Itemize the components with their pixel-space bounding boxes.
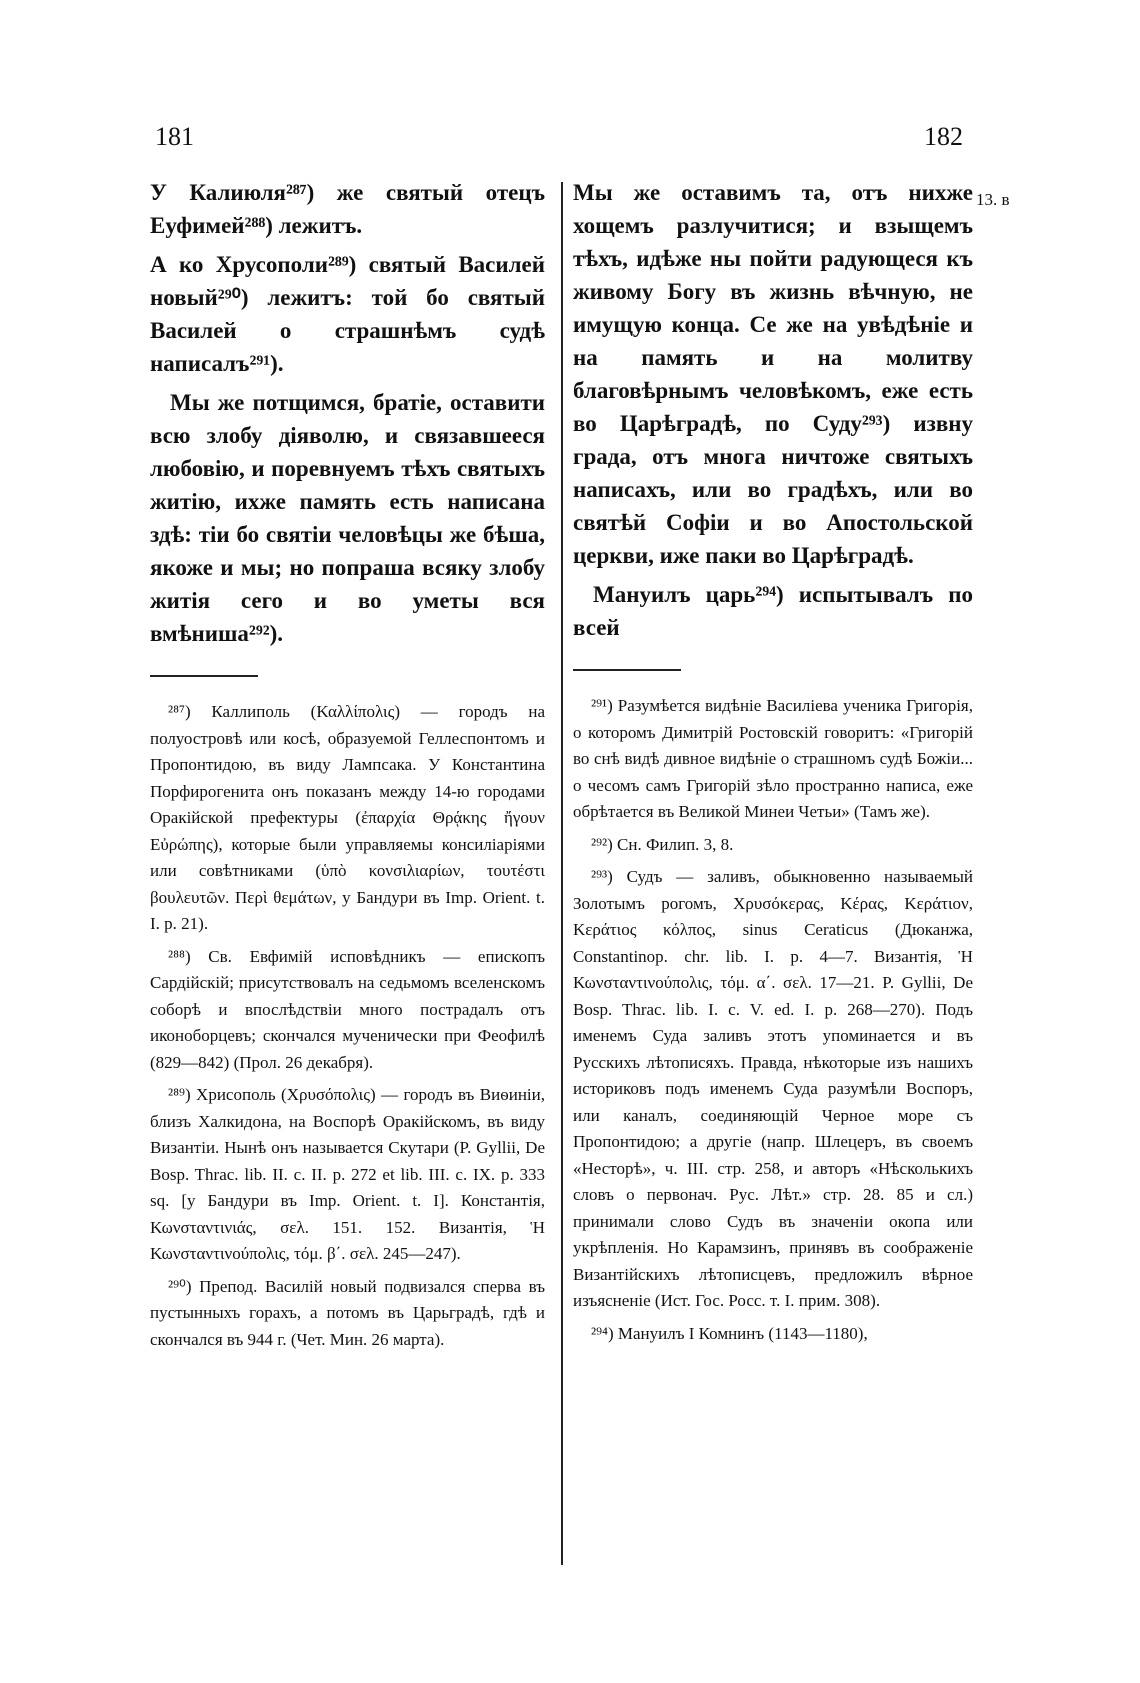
footnote: ²⁹³) Судъ — заливъ, обыкновенно называемый Золотымъ рогомъ, Χρυσόκερας, Κέρας, Κεράτιον, Κεράτιος κόλπος, sinus Ceraticus (Дюканжа, Constantinop. chr. lib. I. p. 4—7. Византія, Ἡ Κωνσταντινούπολις, τόμ. α΄. σελ. 17—21. P. Gyllii, De Bosp. Thrac. lib. I. c. V. ed. I. p. 268—270). Подъ именемъ Суда заливъ этотъ упоминается и въ Русскихъ лѣтописяхъ. Правда, нѣкоторые изъ нашихъ историковъ подъ именемъ Суда разумѣли Воспоръ, или каналъ, соединяющій Черное море съ Пропонтидою; а другіе (напр. Шлецеръ, въ своемъ «Несторѣ», ч. III. стр. 258, и авторъ «Нѣсколькихъ словъ о первонач. Рус. Лѣт.» стр. 28. 85 и сл.) принимали слово Судъ въ значеніи окопа или укрѣпленія. Но Карамзинъ, принявъ въ соображеніе Византійскихъ лѣтописцевъ, предложилъ вѣрное изъясненіе (Ист. Гос. Росс. т. I. прим. 308). (573, 867, 973, 1310)
left-column (150, 176, 545, 1359)
main-paragraph: Мануилъ царь²⁹⁴) испытывалъ по всей (573, 582, 973, 640)
page-number-right: 182 (924, 122, 963, 151)
right-column (573, 176, 973, 1353)
footnote-rule (573, 669, 681, 671)
footnote: ²⁹²) Сн. Филип. 3, 8. (591, 834, 734, 854)
footnote: ²⁸⁹) Хрисополь (Χρυσόπολις) — городъ въ Виѳиніи, близъ Халкидона, на Воспорѣ Оракійскомъ, въ виду Византіи. Нынѣ онъ называется Скутари (P. Gyllii, De Bosp. Thrac. lib. II. c. II. p. 272 et lib. III. c. IX. p. 333 sq. [у Бандури въ Imp. Orient. t. I]. Константія, Κωνσταντινιάς, σελ. 151. 152. Византія, Ἡ Κωνσταντινούπολις, τόμ. β΄. σελ. 245—247). (150, 1085, 545, 1263)
margin-note: 13. в (976, 190, 1010, 209)
left-main-text (150, 176, 545, 650)
page-number-left: 181 (155, 122, 194, 151)
right-main-text (573, 176, 973, 644)
footnote: ²⁹⁰) Препод. Василій новый подвизался сперва въ пустынныхъ горахъ, а потомъ въ Царьградѣ, гдѣ и скончался въ 944 г. (Чет. Мин. 26 марта). (150, 1276, 545, 1349)
left-footnotes (150, 699, 545, 1353)
column-divider (561, 182, 563, 1565)
footnote: ²⁸⁷) Каллиполь (Καλλίπολις) — городъ на полуостровѣ или косѣ, образуемой Геллеспонтомъ и Пропонтидою, въ виду Лампсака. У Константина Порфирогенита онъ показанъ между 14-ю городами Оракійской префектуры (ἐπαρχία Θρᾴκης ἤγουν Εὐρώπης), которые были управляемы консиліаріями или совѣтниками (ὑπὸ κονσιλιαρίων, τουτέστι βουλευτῶν. Περὶ θεμάτων, у Бандури въ Imp. Orient. t. I. p. 21). (150, 702, 545, 933)
footnote: ²⁹⁴) Мануилъ I Комнинъ (1143—1180), (591, 1323, 868, 1343)
main-paragraph: У Калиюля²⁸⁷) же святый отецъ Еуфимей²⁸⁸) лежитъ. (150, 180, 545, 238)
footnote: ²⁹¹) Разумѣется видѣніе Василіева ученика Григорія, о которомъ Димитрій Ростовскій говоритъ: «Григорій во снѣ видѣ дивное видѣніе о страшномъ судѣ Божіи... о чесомъ самъ Григорій зѣло пространно написа, еже обрѣтается въ Великой Минеи Четьи» (Тамъ же). (573, 696, 973, 821)
main-paragraph: А ко Хрусополи²⁸⁹) святый Василей новый²⁹⁰) лежитъ: той бо святый Василей о страшнѣмъ судѣ написалъ²⁹¹). (150, 252, 545, 376)
footnote-rule (150, 675, 258, 677)
main-paragraph: Мы же потщимся, братіе, оставити всю злобу діяволю, и связавшееся любовію, и поревнуемъ тѣхъ святыхъ житію, ихже память есть написана здѣ: тіи бо святіи человѣцы же бѣша, якоже и мы; но попраша всяку злобу житія сего и во уметы вся вмѣниша²⁹²). (150, 390, 545, 646)
footnote: ²⁸⁸) Св. Евфимій исповѣдникъ — епископъ Сардійскій; присутствовалъ на седьмомъ вселенскомъ соборѣ и впослѣдствіи много пострадалъ отъ иконоборцевъ; скончался мученически при Феофилѣ (829—842) (Прол. 26 декабря). (150, 946, 545, 1072)
main-paragraph: Мы же оставимъ та, отъ нихже хощемъ разлучитися; и взыщемъ тѣхъ, идѣже ны пойти радующеся къ живому Богу въ жизнь вѣчную, не имущую конца. Се же на увѣдѣніе и на память и на молитву благовѣрнымъ человѣкомъ, еже есть во Царѣградѣ, по Суду²⁹³) извну града, отъ многа ничтоже святыхъ написахъ, или во градѣхъ, или во святѣй Софіи и во Апостольской церкви, иже паки во Царѣградѣ. (573, 180, 973, 568)
right-footnotes (573, 693, 973, 1347)
